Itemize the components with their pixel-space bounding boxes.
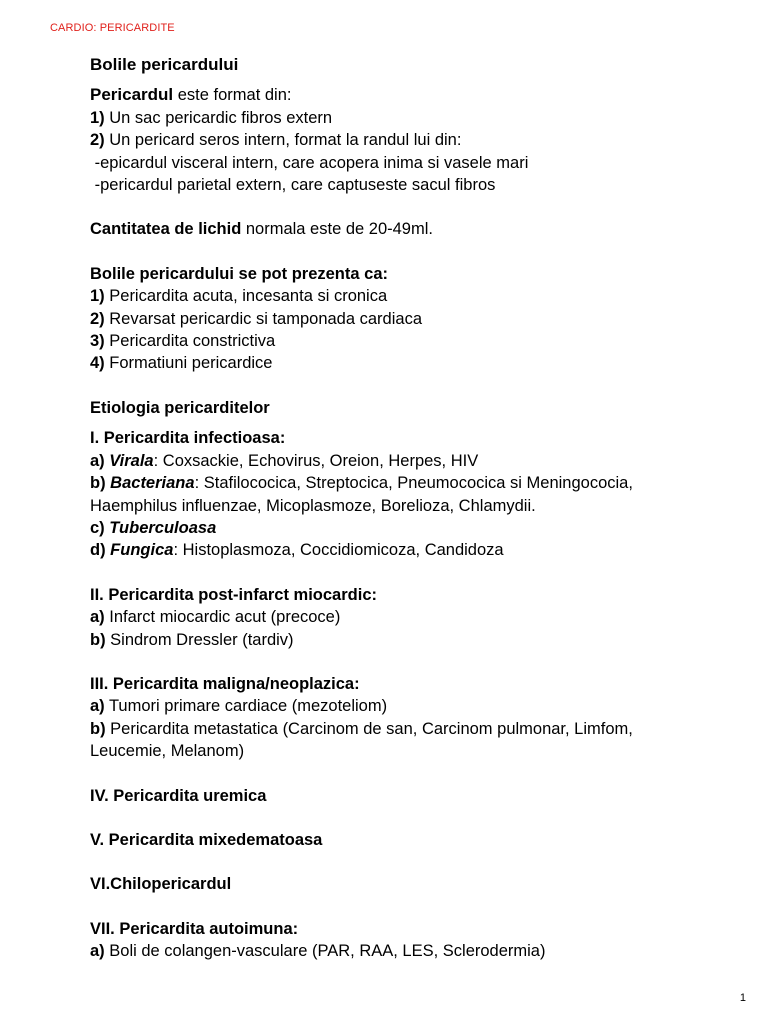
uremic-heading: IV. Pericardita uremica	[90, 786, 267, 805]
item-number: 1)	[90, 108, 105, 127]
item-number: a)	[90, 608, 105, 627]
item-number: b)	[90, 474, 106, 493]
item-number: 3)	[90, 332, 105, 351]
spacer	[90, 807, 730, 829]
item-text: Pericardita metastatica (Carcinom de san, Carcinom pulmonar, Limfom,	[105, 719, 633, 738]
item-text: Revarsat pericardic si tamponada cardiaca	[104, 309, 422, 328]
infectious-heading: I. Pericardita infectioasa:	[90, 429, 286, 448]
intro-term: Pericardul	[90, 85, 174, 105]
intro-subitem-2: -pericardul parietal extern, care captuseste sacul fibros	[90, 176, 496, 195]
malignant-item-b-continued: Leucemie, Melanom)	[90, 742, 245, 761]
item-term: Tuberculoasa	[109, 518, 217, 537]
spacer	[90, 851, 730, 873]
presentation-item-4	[90, 352, 730, 374]
post-infarct-item-a	[90, 606, 730, 628]
infectious-item-a	[90, 450, 730, 472]
spacer	[90, 562, 730, 584]
infectious-item-b	[90, 472, 730, 494]
presentation-item-1	[90, 285, 730, 307]
chylopericardium-heading: VI.Chilopericardul	[90, 875, 232, 894]
item-number: 2)	[90, 131, 105, 150]
item-term: Virala	[109, 451, 154, 470]
fluid-term: Cantitatea de lichid	[90, 220, 242, 239]
item-number: a)	[90, 697, 105, 716]
item-text: Formatiuni pericardice	[104, 354, 273, 373]
autoimmune-heading: VII. Pericardita autoimuna:	[90, 919, 299, 938]
spacer	[90, 375, 730, 397]
item-text: : Histoplasmoza, Coccidiomicoza, Candidoza	[173, 541, 504, 560]
presentation-heading: Bolile pericardului se pot prezenta ca:	[90, 264, 388, 283]
malignant-heading: III. Pericardita maligna/neoplazica:	[90, 674, 360, 693]
intro-subitem-1: -epicardul visceral intern, care acopera inima si vasele mari	[90, 153, 529, 172]
item-text: Pericardita constrictiva	[104, 332, 276, 351]
document-header: CARDIO: PERICARDITE	[50, 22, 175, 34]
malignant-item-b	[90, 718, 730, 740]
spacer	[90, 763, 730, 785]
item-number: 4)	[90, 354, 105, 373]
item-number: 1)	[90, 287, 105, 306]
item-text: Boli de colangen-vasculare (PAR, RAA, LES, Sclerodermia)	[104, 942, 546, 961]
item-text: Sindrom Dressler (tardiv)	[105, 630, 294, 649]
intro-item-1	[90, 107, 730, 129]
infectious-item-b-continued: Haemphilus influenzae, Micoplasmoze, Borelioza, Chlamydii.	[90, 496, 536, 515]
item-term: Bacteriana	[110, 474, 195, 493]
fluid-rest: normala este de 20-49ml.	[241, 220, 433, 239]
item-term: Fungica	[110, 541, 174, 560]
document-body	[90, 54, 730, 963]
malignant-item-a	[90, 695, 730, 717]
page-number: 1	[739, 992, 746, 1004]
item-text: Un sac pericardic fibros extern	[104, 108, 333, 127]
item-text: Pericardita acuta, incesanta si cronica	[104, 287, 388, 306]
item-number: a)	[90, 942, 105, 961]
spacer	[90, 419, 730, 427]
spacer	[90, 651, 730, 673]
item-number: b)	[90, 719, 106, 738]
item-number: c)	[90, 518, 105, 537]
fluid-line	[90, 218, 730, 240]
intro-item-2	[90, 129, 730, 151]
item-text: Infarct miocardic acut (precoce)	[104, 608, 341, 627]
spacer	[90, 241, 730, 263]
infectious-item-d	[90, 539, 730, 561]
post-infarct-heading: II. Pericardita post-infarct miocardic:	[90, 585, 377, 604]
spacer	[90, 76, 730, 84]
item-number: b)	[90, 630, 106, 649]
presentation-item-2	[90, 308, 730, 330]
spacer	[90, 196, 730, 218]
item-text: : Stafilococica, Streptocica, Pneumococica si Meningococia,	[194, 474, 633, 493]
document-title: Bolile pericardului	[90, 55, 239, 74]
spacer	[90, 896, 730, 918]
item-number: 2)	[90, 309, 105, 328]
item-text: Un pericard seros intern, format la randul lui din:	[104, 131, 462, 150]
myxedema-heading: V. Pericardita mixedematoasa	[90, 830, 323, 849]
item-number: d)	[90, 541, 106, 560]
item-text: : Coxsackie, Echovirus, Oreion, Herpes, HIV	[153, 451, 479, 470]
post-infarct-item-b	[90, 629, 730, 651]
intro-rest: este format din:	[173, 86, 292, 105]
item-text: Tumori primare cardiace (mezoteliom)	[104, 697, 388, 716]
item-number: a)	[90, 451, 105, 470]
infectious-item-c	[90, 517, 730, 539]
presentation-item-3	[90, 330, 730, 352]
intro-line	[90, 84, 730, 106]
autoimmune-item-a	[90, 940, 730, 962]
etiology-heading: Etiologia pericarditelor	[90, 398, 270, 417]
